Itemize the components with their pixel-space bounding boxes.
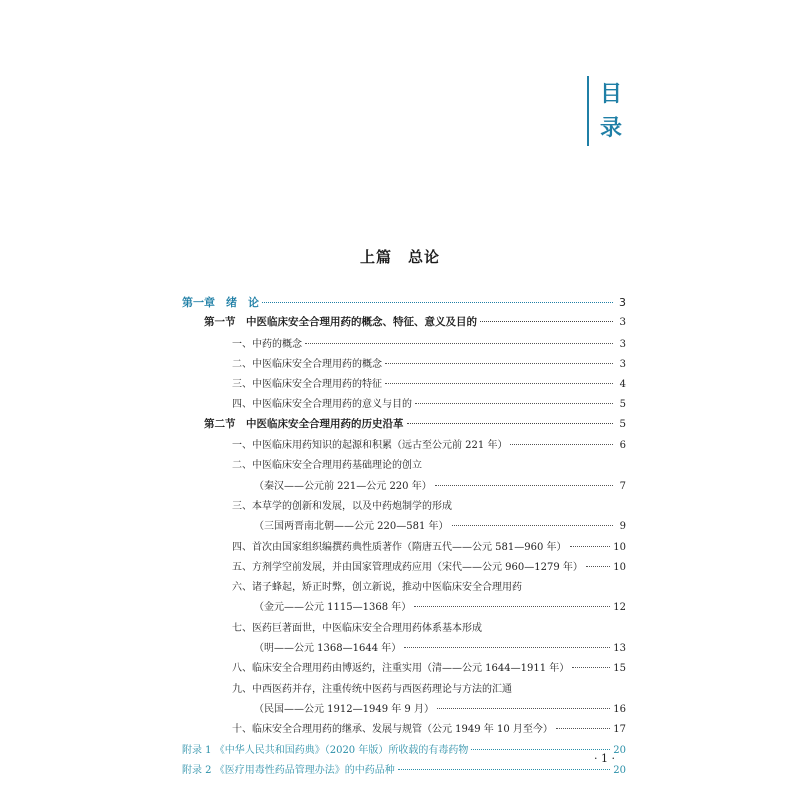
- toc-entry[interactable]: [182, 700, 626, 720]
- toc-entry-label: 一、中医临床用药知识的起源和积累（远古至公元前 221 年）: [232, 440, 508, 452]
- toc-entry[interactable]: [182, 619, 626, 639]
- toc-entry[interactable]: [182, 456, 626, 476]
- toc-entry-label: 第一节 中医临床安全合理用药的概念、特征、意义及目的: [204, 316, 477, 329]
- toc-entry-page: 10: [613, 541, 626, 553]
- toc-entry[interactable]: [182, 294, 626, 314]
- toc-dot-leader: [415, 403, 613, 404]
- toc-entry-label: 九、中西医药并存，注重传统中医药与西医药理论与方法的汇通: [232, 683, 512, 695]
- page-number: · 1 ·: [594, 752, 615, 765]
- toc-entry-page: 3: [619, 296, 626, 309]
- table-of-contents: [182, 294, 626, 781]
- toc-entry-label: （明——公元 1368—1644 年）: [254, 643, 402, 655]
- toc-dot-leader: [398, 769, 611, 770]
- toc-entry-page: 10: [613, 561, 626, 573]
- toc-dot-leader: [385, 383, 613, 384]
- toc-entry-page: 16: [613, 703, 626, 715]
- toc-entry-label: （金元——公元 1115—1368 年）: [254, 602, 412, 614]
- toc-entry-page: 13: [613, 643, 626, 655]
- toc-entry-label: 第二节 中医临床安全合理用药的历史沿革: [204, 417, 404, 430]
- toc-entry-label: 附录 2 《医疗用毒性药品管理办法》的中药品种: [182, 764, 395, 776]
- toc-dot-leader: [407, 423, 614, 424]
- toc-entry-label: （民国——公元 1912—1949 年 9 月）: [254, 703, 434, 715]
- toc-entry[interactable]: [182, 355, 626, 375]
- title-accent-bar: [587, 76, 589, 146]
- toc-entry[interactable]: [182, 639, 626, 659]
- toc-dot-leader: [471, 749, 610, 750]
- toc-entry-label: 七、医药巨著面世，中医临床安全合理用药体系基本形成: [232, 622, 482, 634]
- toc-entry[interactable]: [182, 720, 626, 740]
- toc-entry-label: 六、诸子蜂起，矫正时弊，创立新说，推动中医临床安全合理用药: [232, 582, 522, 594]
- toc-entry-page: 7: [619, 480, 626, 492]
- toc-entry-page: 20: [613, 744, 626, 756]
- toc-entry[interactable]: [182, 497, 626, 517]
- toc-entry-page: 17: [613, 724, 626, 736]
- toc-entry-page: 15: [613, 663, 626, 675]
- contents-heading-char: 目: [599, 82, 622, 107]
- contents-heading-char: 录: [599, 116, 622, 141]
- toc-entry[interactable]: [182, 538, 626, 558]
- contents-heading: [596, 78, 626, 146]
- toc-entry[interactable]: [182, 517, 626, 537]
- toc-dot-leader: [510, 444, 613, 445]
- toc-entry-label: 八、临床安全合理用药由博返约，注重实用（清——公元 1644—1911 年）: [232, 663, 570, 675]
- toc-entry-label: 附录 1 《中华人民共和国药典》（2020 年版）所收载的有毒药物: [182, 744, 469, 756]
- toc-entry-label: 第一章 绪 论: [182, 296, 259, 309]
- toc-dot-leader: [586, 566, 610, 567]
- toc-entry-page: 3: [619, 316, 626, 329]
- toc-entry-page: 3: [619, 358, 626, 370]
- toc-entry[interactable]: [182, 659, 626, 679]
- toc-entry-label: 二、中医临床安全合理用药的概念: [232, 358, 382, 370]
- toc-entry[interactable]: [182, 741, 626, 761]
- toc-entry-label: 二、中医临床安全合理用药基础理论的创立: [232, 460, 422, 472]
- toc-dot-leader: [570, 546, 611, 547]
- toc-entry[interactable]: [182, 375, 626, 395]
- toc-entry[interactable]: [182, 558, 626, 578]
- toc-entry[interactable]: [182, 395, 626, 415]
- toc-dot-leader: [262, 302, 613, 303]
- toc-dot-leader: [305, 343, 613, 344]
- toc-dot-leader: [414, 606, 610, 607]
- toc-dot-leader: [435, 485, 613, 486]
- toc-entry-label: 一、中药的概念: [232, 338, 302, 350]
- toc-entry-label: 四、首次由国家组织编撰药典性质著作（隋唐五代——公元 581—960 年）: [232, 541, 567, 553]
- toc-entry-page: 5: [619, 399, 626, 411]
- toc-dot-leader: [452, 525, 613, 526]
- toc-entry[interactable]: [182, 314, 626, 334]
- toc-entry-label: （三国两晋南北朝——公元 220—581 年）: [254, 521, 449, 533]
- toc-entry-page: 12: [613, 602, 626, 614]
- toc-dot-leader: [404, 647, 610, 648]
- toc-entry[interactable]: [182, 680, 626, 700]
- toc-entry[interactable]: [182, 335, 626, 355]
- toc-entry-page: 9: [619, 521, 626, 533]
- toc-entry[interactable]: [182, 416, 626, 436]
- toc-dot-leader: [385, 363, 613, 364]
- toc-entry[interactable]: [182, 436, 626, 456]
- toc-entry-page: 5: [619, 417, 626, 430]
- toc-entry-page: 6: [619, 440, 626, 452]
- toc-dot-leader: [556, 728, 610, 729]
- toc-entry[interactable]: [182, 477, 626, 497]
- toc-dot-leader: [480, 321, 613, 322]
- toc-entry-label: 五、方剂学空前发展，并由国家管理成药应用（宋代——公元 960—1279 年）: [232, 561, 583, 573]
- toc-entry-label: 三、中医临床安全合理用药的特征: [232, 379, 382, 391]
- toc-entry-page: 20: [613, 764, 626, 776]
- toc-entry[interactable]: [182, 578, 626, 598]
- toc-entry-label: 十、临床安全合理用药的继承、发展与规管（公元 1949 年 10 月至今）: [232, 724, 553, 736]
- part-title: 上篇 总论: [359, 248, 440, 266]
- toc-entry-page: 3: [619, 338, 626, 350]
- toc-entry[interactable]: [182, 598, 626, 618]
- toc-entry-label: （秦汉——公元前 221—公元 220 年）: [254, 480, 432, 492]
- toc-entry-label: 四、中医临床安全合理用药的意义与目的: [232, 399, 412, 411]
- toc-dot-leader: [572, 667, 610, 668]
- toc-entry-page: 4: [619, 379, 626, 391]
- toc-dot-leader: [437, 708, 610, 709]
- toc-entry-label: 三、本草学的创新和发展，以及中药炮制学的形成: [232, 500, 452, 512]
- toc-entry[interactable]: [182, 761, 626, 781]
